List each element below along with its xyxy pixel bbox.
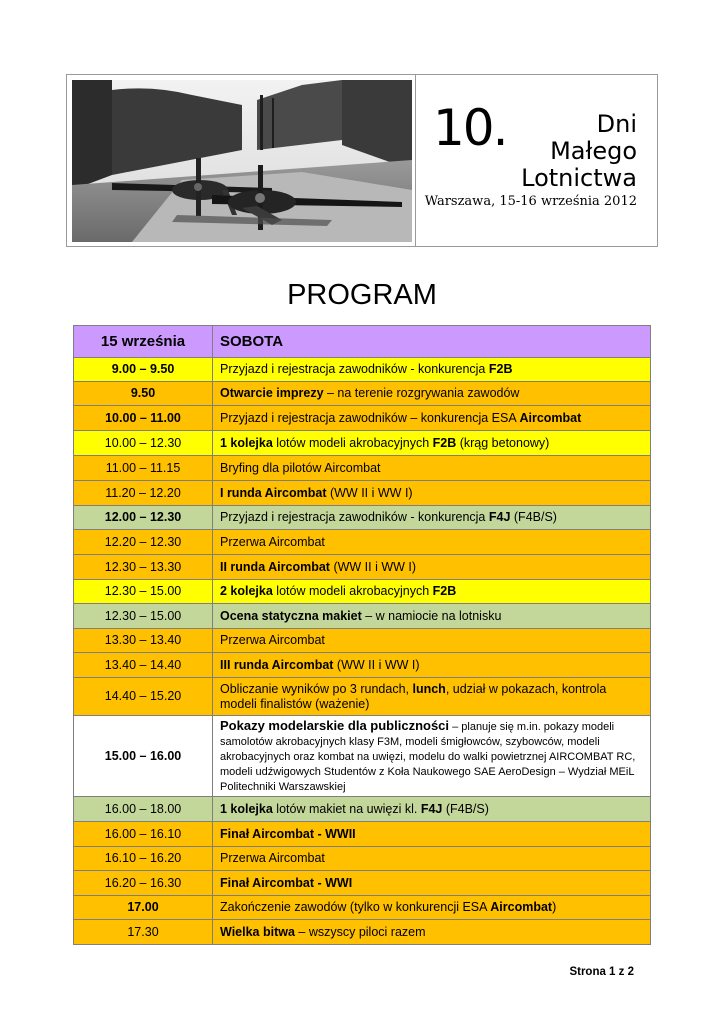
page-title: PROGRAM — [287, 279, 437, 311]
table-row — [74, 456, 651, 481]
row-description-part: (F4B/S) — [510, 510, 557, 524]
row-description-part: Otwarcie imprezy — [220, 386, 324, 400]
table-row — [74, 629, 651, 653]
row-description — [213, 678, 651, 716]
row-description-part: , udział w pokazach, kontrola modeli finalistów (ważenie) — [220, 681, 607, 711]
row-description — [213, 896, 651, 920]
row-description — [213, 382, 651, 406]
row-description-part: (krąg betonowy) — [456, 435, 550, 450]
row-description — [213, 653, 651, 678]
row-description-part: – na terenie rozgrywania zawodów — [323, 386, 520, 400]
row-time: 17.30 — [74, 920, 213, 945]
event-name-line-1: Dni — [596, 110, 637, 138]
header-divider — [415, 75, 416, 246]
row-description — [213, 358, 651, 382]
row-description-part: Pokazy modelarskie dla publiczności — [220, 718, 450, 733]
row-description — [213, 822, 651, 847]
row-description-part: F4J — [420, 801, 443, 816]
row-description-part: F4J — [488, 510, 511, 524]
row-description-part: Przyjazd i rejestracja zawodników - konkurencja — [220, 510, 489, 524]
table-row — [74, 580, 651, 604]
table-header-date: 15 września — [74, 326, 213, 358]
row-description-part: I runda Aircombat — [220, 485, 327, 500]
row-description-part: lunch — [412, 681, 446, 696]
row-time: 9.00 – 9.50 — [74, 358, 213, 382]
event-name — [521, 111, 637, 192]
table-row — [74, 871, 651, 896]
row-description-part: Przerwa Aircombat — [220, 633, 325, 647]
table-row — [74, 678, 651, 716]
row-description — [213, 716, 651, 797]
row-time: 14.40 – 15.20 — [74, 678, 213, 716]
row-description — [213, 530, 651, 555]
row-description-part: III runda Aircombat — [220, 657, 334, 672]
table-row — [74, 431, 651, 456]
row-description — [213, 629, 651, 653]
table-row — [74, 920, 651, 945]
row-description — [213, 456, 651, 481]
row-description-part: Aircombat — [490, 900, 553, 914]
row-description — [213, 506, 651, 530]
row-description-part: Bryfing dla pilotów Aircombat — [220, 460, 381, 475]
row-time: 10.00 – 12.30 — [74, 431, 213, 456]
row-description-part: Przyjazd i rejestracja zawodników – konkurencja ESA — [220, 410, 520, 425]
row-description-part: F2B — [488, 362, 513, 376]
row-description-part: Przyjazd i rejestracja zawodników - konkurencja — [220, 362, 489, 376]
row-description-part: lotów modeli akrobacyjnych — [272, 435, 433, 450]
row-description-part: – planuje się m.in. pokazy modeli samolotów akrobacyjnych klasy F3M, modeli śmigłowców, szybowców, modeli akrobacyjnych oraz kombat na uwięzi, modelu do walki powietrznej AIRCOMBAT RC, modeli udźwigowych Studentów z Koła Naukowego SAE AeroDesign – Wydział MEiL Politechniki Warszawskiej — [220, 721, 636, 793]
row-time: 12.30 – 13.30 — [74, 555, 213, 580]
row-description — [213, 406, 651, 431]
table-row — [74, 358, 651, 382]
program-table — [73, 325, 651, 945]
page-number: Strona 1 z 2 — [569, 966, 634, 978]
row-time: 13.30 – 13.40 — [74, 629, 213, 653]
row-time: 15.00 – 16.00 — [74, 716, 213, 797]
table-row — [74, 555, 651, 580]
row-description-part: Ocena statyczna makiet — [220, 608, 362, 623]
row-time: 16.20 – 16.30 — [74, 871, 213, 896]
row-description-part: lotów makiet na uwięzi kl. — [272, 801, 421, 816]
row-description-part: Finał Aircombat - WWII — [220, 826, 356, 841]
row-time: 12.20 – 12.30 — [74, 530, 213, 555]
row-description-part: ) — [552, 900, 557, 914]
row-description-part: – w namiocie na lotnisku — [361, 608, 502, 623]
row-description — [213, 920, 651, 945]
table-row — [74, 506, 651, 530]
row-description-part: 1 kolejka — [220, 435, 273, 450]
table-row — [74, 382, 651, 406]
row-time: 12.00 – 12.30 — [74, 506, 213, 530]
row-description-part: Przerwa Aircombat — [220, 534, 325, 549]
event-name-line-3: Lotnictwa — [521, 164, 637, 192]
row-description — [213, 431, 651, 456]
table-row — [74, 716, 651, 797]
row-description-part: Obliczanie wyników po 3 rundach, — [220, 681, 413, 696]
table-row — [74, 481, 651, 506]
row-description-part: II runda Aircombat — [220, 559, 330, 574]
row-description-part: lotów modeli akrobacyjnych — [272, 584, 433, 598]
row-description-part: 1 kolejka — [220, 801, 273, 816]
row-description — [213, 555, 651, 580]
table-row — [74, 653, 651, 678]
row-description-part: (WW II i WW I) — [326, 485, 413, 500]
event-header — [66, 74, 658, 247]
row-description-part: Przerwa Aircombat — [220, 851, 325, 865]
row-time: 17.00 — [74, 896, 213, 920]
table-row — [74, 406, 651, 431]
table-row — [74, 797, 651, 822]
row-description-part: – wszyscy piloci razem — [294, 924, 426, 939]
row-time: 11.20 – 12.20 — [74, 481, 213, 506]
row-description — [213, 580, 651, 604]
edition-number: 10. — [433, 99, 507, 157]
row-description-part: F2B — [432, 584, 457, 598]
row-description-part: Zakończenie zawodów (tylko w konkurencji ESA — [220, 900, 491, 914]
row-time: 12.30 – 15.00 — [74, 604, 213, 629]
row-description — [213, 871, 651, 896]
row-time: 10.00 – 11.00 — [74, 406, 213, 431]
table-row — [74, 604, 651, 629]
event-date: Warszawa, 15-16 września 2012 — [424, 194, 637, 209]
row-description — [213, 797, 651, 822]
table-row — [74, 896, 651, 920]
row-time: 9.50 — [74, 382, 213, 406]
row-description-part: (WW II i WW I) — [333, 657, 420, 672]
row-time: 13.40 – 14.40 — [74, 653, 213, 678]
table-header-day: SOBOTA — [213, 326, 651, 358]
row-description-part: 2 kolejka — [220, 584, 273, 598]
row-description-part: Wielka bitwa — [220, 924, 295, 939]
event-name-line-2: Małego — [550, 137, 637, 165]
row-time: 16.00 – 16.10 — [74, 822, 213, 847]
airplane-photo — [72, 80, 412, 242]
row-description — [213, 604, 651, 629]
row-description-part: Aircombat — [519, 410, 582, 425]
row-time: 12.30 – 15.00 — [74, 580, 213, 604]
table-row — [74, 847, 651, 871]
row-description — [213, 847, 651, 871]
table-row — [74, 822, 651, 847]
row-description — [213, 481, 651, 506]
table-header-row — [74, 326, 651, 358]
table-row — [74, 530, 651, 555]
row-time: 16.10 – 16.20 — [74, 847, 213, 871]
row-time: 11.00 – 11.15 — [74, 456, 213, 481]
row-description-part: (F4B/S) — [442, 801, 489, 816]
row-description-part: F2B — [432, 435, 457, 450]
row-description-part: Finał Aircombat - WWI — [220, 875, 353, 890]
row-description-part: (WW II i WW I) — [329, 559, 417, 574]
row-time: 16.00 – 18.00 — [74, 797, 213, 822]
